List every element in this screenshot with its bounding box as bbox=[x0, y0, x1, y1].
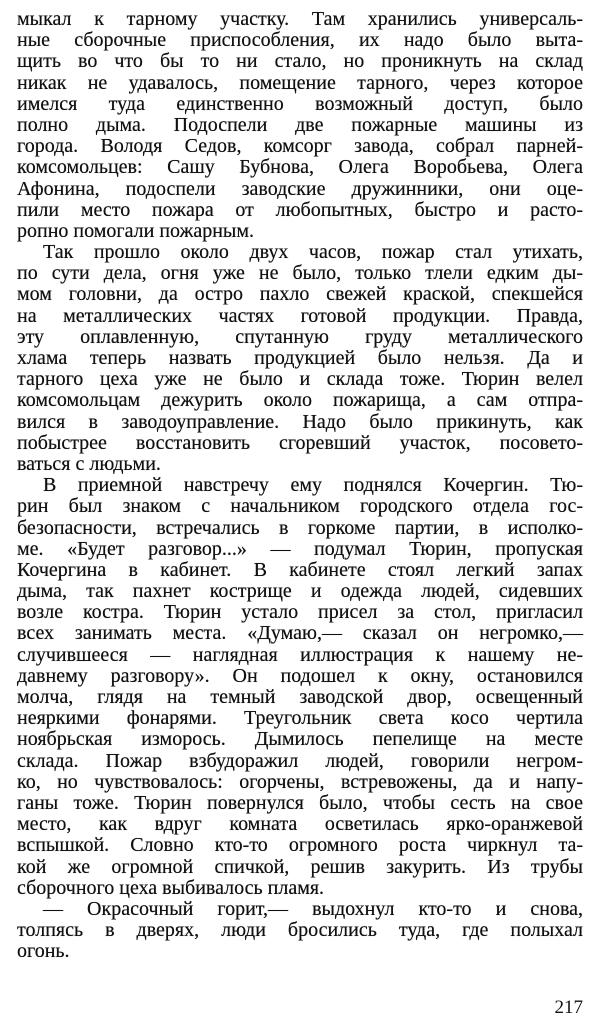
text-line: ганы тоже. Тюрин повернулся было, чтобы сесть на свое bbox=[17, 791, 583, 814]
text-line: дыма, так пахнет кострище и одежда людей, сидевших bbox=[17, 580, 583, 603]
text-line: побыстрее восстановить сгоревший участок, посовето- bbox=[17, 431, 583, 454]
text-line: полно дыма. Подоспели две пожарные машины из bbox=[17, 113, 583, 136]
text-line: щить во что бы то ни стало, но проникнуть на склад bbox=[17, 50, 583, 73]
text-line: — Окрасочный горит,— выдохнул кто-то и снова, bbox=[43, 897, 583, 920]
text-line: никак не удавалось, помещение тарного, через которое bbox=[17, 71, 583, 94]
text-line: по сути дела, огня уже не было, только тлели едким ды- bbox=[17, 262, 583, 285]
text-line: мыкал к тарному участку. Там хранились универсаль- bbox=[17, 8, 583, 30]
text-line: эту оплавленную, спутанную груду металлического bbox=[17, 325, 583, 348]
text-line: неяркими фонарями. Треугольник света косо чертила bbox=[17, 707, 583, 730]
text-line: Кочергина в кабинет. В кабинете стоял легкий запах bbox=[17, 558, 583, 581]
text-line: комсомольцев: Сашу Бубнова, Олега Воробьева, Олега bbox=[17, 156, 583, 179]
text-line: возле костра. Тюрин устало присел за стол, пригласил bbox=[17, 601, 583, 624]
text-line: пили место пожара от любопытных, быстро и расто- bbox=[17, 198, 583, 221]
text-line: хлама теперь назвать продукцией было нельзя. Да и bbox=[17, 347, 583, 369]
text-line: огонь. bbox=[17, 940, 70, 963]
paragraph bbox=[17, 475, 583, 899]
text-line: толпясь в дверях, люди бросились туда, где полыхал bbox=[17, 919, 583, 942]
text-line: ме. «Будет разговор...» — подумал Тюрин, пропуская bbox=[17, 537, 583, 560]
text-line: Так прошло около двух часов, пожар стал утихать, bbox=[43, 241, 583, 264]
text-line: города. Володя Седов, комсорг завода, собрал парней- bbox=[17, 135, 583, 158]
paragraph bbox=[17, 242, 583, 475]
text-line: вспышкой. Словно кто-то огромного роста чиркнул та- bbox=[17, 834, 583, 857]
text-line: сборочного цеха выбивалось пламя. bbox=[17, 876, 325, 899]
text-line: тарного цеха уже не было и склада тоже. Тюрин велел bbox=[17, 368, 583, 391]
text-line: молча, глядя на темный заводской двор, освещенный bbox=[17, 686, 583, 708]
text-line: ные сборочные приспособления, их надо было выта- bbox=[17, 29, 583, 52]
text-line: мом головни, да остро пахло свежей краской, спекшейся bbox=[17, 283, 583, 306]
text-line: В приемной навстречу ему поднялся Кочергин. Тю- bbox=[43, 474, 583, 497]
text-line: случившееся — наглядная иллюстрация к нашему не- bbox=[17, 643, 583, 666]
text-line: вился в заводоуправление. Надо было прикинуть, как bbox=[17, 410, 583, 433]
text-line: Афонина, подоспели заводские дружинники, они оце- bbox=[17, 177, 583, 200]
text-line: склада. Пожар взбудоражил людей, говорили негром- bbox=[17, 749, 583, 772]
book-page-text bbox=[17, 9, 583, 962]
text-line: давнему разговору». Он подошел к окну, остановился bbox=[17, 664, 583, 687]
text-line: кой же огромной спичкой, решив закурить. Из трубы bbox=[17, 855, 583, 878]
paragraph bbox=[17, 899, 583, 963]
text-line: ко, но чувствовалось: огорчены, встревожены, да и напу- bbox=[17, 770, 583, 793]
page-number: 217 bbox=[554, 997, 583, 1018]
text-line: рин был знаком с начальником городского отдела гос- bbox=[17, 495, 583, 518]
text-line: ропно помогали пожарным. bbox=[17, 219, 255, 242]
text-line: ноябрьская изморось. Дымилось пепелище на месте bbox=[17, 728, 583, 751]
paragraph bbox=[17, 9, 583, 242]
text-line: комсомольцам дежурить около пожарища, а сам отпра- bbox=[17, 389, 583, 412]
text-line: на металлических частях готовой продукции. Правда, bbox=[17, 304, 583, 327]
text-line: место, как вдруг комната осветилась ярко-оранжевой bbox=[17, 813, 583, 836]
text-line: ваться с людьми. bbox=[17, 452, 161, 475]
text-line: имелся туда единственно возможный доступ, было bbox=[17, 92, 583, 115]
text-line: всех занимать места. «Думаю,— сказал он негромко,— bbox=[17, 622, 583, 645]
text-line: безопасности, встречались в горкоме партии, в исполко- bbox=[17, 516, 583, 539]
